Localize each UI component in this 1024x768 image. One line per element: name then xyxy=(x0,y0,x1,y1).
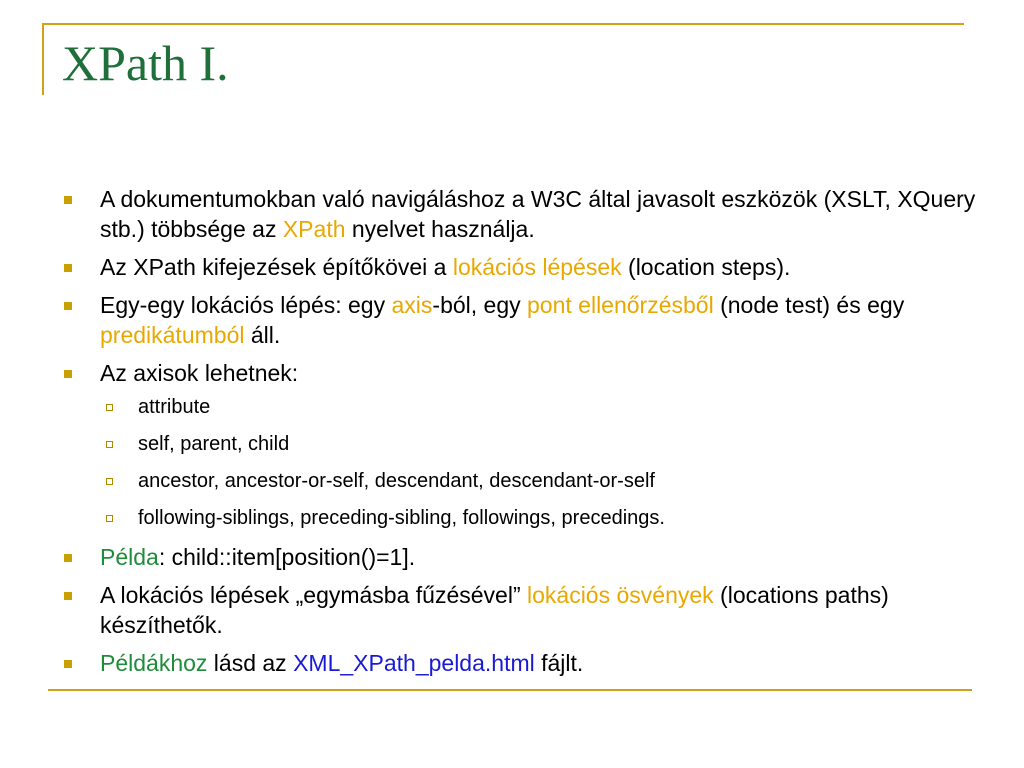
bullet-text: A dokumentumokban való navigáláshoz a W3C által javasolt eszközök (XSLT, XQuery stb.) többsége az xyxy=(100,186,976,242)
square-bullet-icon xyxy=(64,592,72,600)
frame-left-line xyxy=(42,23,44,95)
bullet-text: lásd az xyxy=(207,650,294,676)
bullet-text: áll. xyxy=(244,322,281,348)
square-bullet-icon xyxy=(64,302,72,310)
axis-sublist xyxy=(62,394,982,531)
bullet-item-location-steps xyxy=(62,252,982,282)
highlight-text: XPath xyxy=(282,216,346,242)
sublist-text: attribute xyxy=(138,396,211,418)
bullet-item-examples-file xyxy=(62,648,982,678)
bullet-text: -ból, egy xyxy=(432,292,528,318)
hollow-square-bullet-icon xyxy=(106,515,113,522)
sublist-text: ancestor, ancestor-or-self, descendant, descendant-or-self xyxy=(138,470,655,492)
frame-bottom-line xyxy=(48,689,972,691)
bullet-text: (location steps). xyxy=(621,254,791,280)
bullet-item-xpath-intro xyxy=(62,184,982,244)
examples-label: Példákhoz xyxy=(100,650,208,676)
sublist-item-siblings xyxy=(62,505,982,531)
sublist-item-ancestor-descendant xyxy=(62,468,982,494)
bullet-text: : child::item[position()=1]. xyxy=(158,544,416,570)
bullet-item-example xyxy=(62,542,982,572)
bullet-item-location-paths xyxy=(62,580,982,640)
sublist-text: self, parent, child xyxy=(138,433,290,455)
hollow-square-bullet-icon xyxy=(106,404,113,411)
sublist-item-attribute xyxy=(62,394,982,420)
square-bullet-icon xyxy=(64,554,72,562)
highlight-text: lokációs lépések xyxy=(452,254,622,280)
example-file-link[interactable]: XML_XPath_pelda.html xyxy=(293,650,535,676)
sublist-text: following-siblings, preceding-sibling, followings, precedings. xyxy=(138,507,665,529)
bullet-list xyxy=(62,184,982,686)
square-bullet-icon xyxy=(64,264,72,272)
slide-title: XPath I. xyxy=(62,35,229,91)
example-label: Példa xyxy=(100,544,159,570)
square-bullet-icon xyxy=(64,660,72,668)
bullet-text: (node test) és egy xyxy=(713,292,905,318)
bullet-item-step-parts xyxy=(62,290,982,350)
highlight-text: pont ellenőrzésből xyxy=(527,292,714,318)
bullet-text: (locations paths) készíthetők. xyxy=(100,582,889,638)
bullet-text: Az axisok lehetnek: xyxy=(100,360,299,386)
square-bullet-icon xyxy=(64,370,72,378)
highlight-text: axis xyxy=(391,292,433,318)
highlight-text: lokációs ösvények xyxy=(527,582,714,608)
bullet-text: Az XPath kifejezések építőkövei a xyxy=(100,254,453,280)
bullet-text: Egy-egy lokációs lépés: egy xyxy=(100,292,392,318)
highlight-text: predikátumból xyxy=(100,322,245,348)
bullet-text: fájlt. xyxy=(534,650,584,676)
bullet-text: nyelvet használja. xyxy=(345,216,535,242)
hollow-square-bullet-icon xyxy=(106,478,113,485)
bullet-item-axes xyxy=(62,358,982,531)
sublist-item-self-parent-child xyxy=(62,431,982,457)
bullet-text: A lokációs lépések „egymásba fűzésével” xyxy=(100,582,527,608)
square-bullet-icon xyxy=(64,196,72,204)
hollow-square-bullet-icon xyxy=(106,441,113,448)
frame-top-line xyxy=(42,23,964,25)
